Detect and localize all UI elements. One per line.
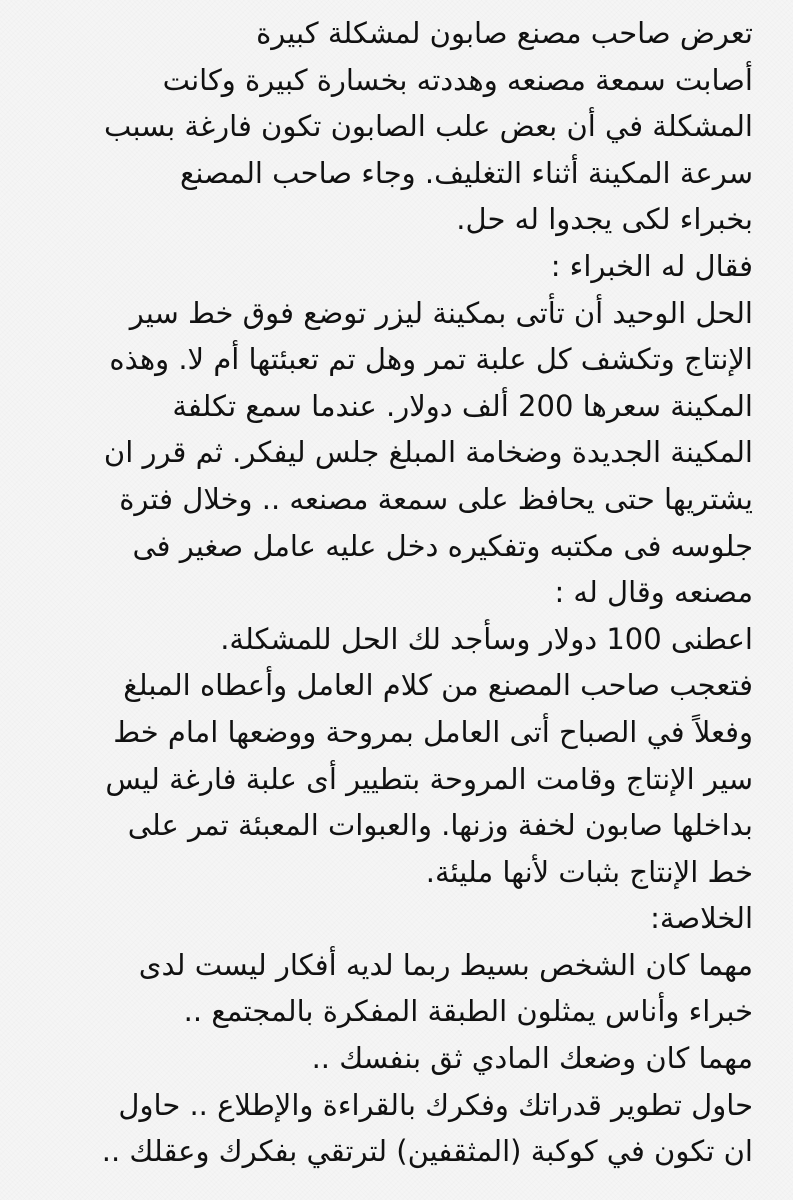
text-line: الحل الوحيد أن تأتى بمكينة ليزر توضع فوق خط سير — [129, 295, 753, 330]
text-line: سرعة المكينة أثناء التغليف. وجاء صاحب المصنع — [179, 155, 753, 190]
text-line: وفعلاً في الصباح أتى العامل بمروحة ووضعها امام خط — [113, 714, 753, 749]
text-line: مصنعه وقال له : — [554, 575, 753, 610]
text-line: الإنتاج وتكشف كل علبة تمر وهل تم تعبئتها أم لا. وهذه — [109, 342, 753, 377]
text-line: خط الإنتاج بثبات لأنها مليئة. — [425, 854, 753, 889]
text-line: المشكلة في أن بعض علب الصابون تكون فارغة بسبب — [104, 109, 753, 144]
text-line: جلوسه فى مكتبه وتفكيره دخل عليه عامل صغير فى — [132, 528, 753, 563]
text-line: تعرض صاحب مصنع صابون لمشكلة كبيرة — [256, 16, 753, 50]
text-line: الخلاصة: — [650, 901, 753, 936]
text-line: بخبراء لكى يجدوا له حل. — [456, 202, 753, 237]
text-line: ان تكون في كوكبة (المثقفين) لترتقي بفكرك وعقلك .. — [101, 1134, 753, 1169]
text-line: اعطنى 100 دولار وسأجد لك الحل للمشكلة. — [220, 621, 753, 656]
text-line: أصابت سمعة مصنعه وهددته بخسارة كبيرة وكانت — [162, 62, 753, 97]
text-line: مهما كان وضعك المادي ثق بنفسك .. — [311, 1041, 753, 1076]
text-line: خبراء وأناس يمثلون الطبقة المفكرة بالمجتمع .. — [183, 994, 753, 1029]
text-line: فقال له الخبراء : — [550, 248, 753, 283]
text-line: سير الإنتاج وقامت المروحة بتطيير أى علبة فارغة ليس — [105, 761, 753, 796]
text-line: المكينة سعرها 200 ألف دولار. عندما سمع تكلفة — [172, 388, 753, 423]
text-line: مهما كان الشخص بسيط ربما لديه أفكار ليست لدى — [138, 947, 753, 982]
text-line: حاول تطوير قدراتك وفكرك بالقراءة والإطلاع .. حاول — [118, 1087, 753, 1122]
text-line: بداخلها صابون لخفة وزنها. والعبوات المعبئة تمر على — [127, 808, 753, 843]
text-line: المكينة الجديدة وضخامة المبلغ جلس ليفكر. ثم قرر ان — [103, 435, 753, 470]
text-line: يشتريها حتى يحافظ على سمعة مصنعه .. وخلال فترة — [119, 481, 753, 516]
text-line: فتعجب صاحب المصنع من كلام العامل وأعطاه المبلغ — [123, 668, 753, 703]
